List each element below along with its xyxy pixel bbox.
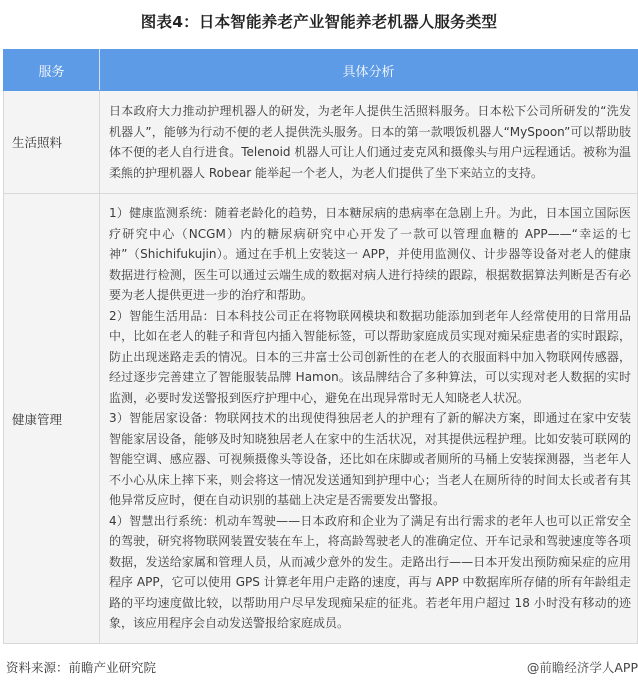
detail-paragraph: 4）智慧出行系统：机动车驾驶——日本政府和企业为了满足有出行需求的老年人也可以正常安全的驾驶，研究将物联网装置安装在车上，将高龄驾驶老人的准确定位、开车记录和驾驶速度等各项数据，发送给家属和管理人员，从而减少意外的发生。走路出行——日本开发出预防痴呆症的应用程序 APP，它可以使用 GPS 计算老年用户走路的速度，再与 APP 中数据库所存储的所有年龄组走路的平均速度做比较，以帮助用户尽早发现痴呆症的征兆。若老年用户超过 18 小时没有移动的迹象，该应用程序会自动发送警报给家庭成员。	[109, 513, 631, 631]
chart-title: 图表4：日本智能养老产业智能养老机器人服务类型	[140, 13, 498, 31]
detail-cell	[100, 194, 638, 644]
detail-paragraph: 日本政府大力推动护理机器人的研发，为老年人提供生活照料服务。日本松下公司所研发的“洗发机器人”，能够为行动不便的老人提供洗头服务。日本的第一款喂饭机器人“MySpoon”可以帮助肢体不便的老人自行进食。Telenoid 机器人可让人们通过麦克风和摄像头与用户远程通话。被称为温柔熊的护理机器人 Robear 能举起一个老人，为老人们提供了坐下来站立的支持。	[109, 104, 631, 180]
credit-note: @前瞻经济学人APP	[526, 660, 638, 675]
service-cell: 健康管理	[4, 194, 100, 644]
header-detail: 具体分析	[100, 50, 638, 91]
header-service: 服务	[4, 50, 100, 91]
table-row	[4, 194, 638, 644]
table-header-row	[4, 50, 638, 91]
table-row	[4, 91, 638, 194]
detail-paragraph: 1）健康监测系统：随着老龄化的趋势，日本糖尿病的患病率在急剧上升。为此，日本国立国际医疗研究中心（NCGM）内的糖尿病研究中心开发了一款可以管理血糖的 APP——“幸运的七神”（Shichifukujin）。通过在手机上安装这一 APP，并使用监测仪、计步器等设备对老人的健康数据进行检测，医生可以通过云端生成的数据对病人进行持续的跟踪，根据数据算法判断是否有必要为老人提供更进一步的治疗和帮助。	[109, 206, 631, 303]
source-note: 资料来源：前瞻产业研究院	[6, 660, 157, 675]
detail-cell	[100, 91, 638, 194]
service-cell: 生活照料	[4, 91, 100, 194]
detail-paragraph: 3）智能居家设备：物联网技术的出现使得独居老人的护理有了新的解决方案，即通过在家中安装智能家居设备，能够及时知晓独居老人在家中的生活状况，对其提供远程护理。比如安装可联网的智能空调、感应器、可视频摄像头等设备，还比如在床脚或者厕所的马桶上安装探测器，当老年人不小心从床上摔下来，则会将这一情况发送通知到护理中心；当老人在厕所待的时间太长或者有其他异常反应时，便在自动识别的基础上决定是否需要发出警报。	[109, 411, 631, 508]
robot-services-table	[3, 49, 638, 644]
detail-paragraph: 2）智能生活用品：日本科技公司正在将物联网模块和数据功能添加到老年人经常使用的日常用品中，比如在老人的鞋子和背包内插入智能标签，可以帮助家庭成员实现对痴呆症患者的实时跟踪，防止出现迷路走丢的情况。日本的三井富士公司创新性的在老人的衣服面料中加入物联网传感器，经过逐步完善建立了智能服装品牌 Hamon。该品牌结合了多种算法，可以实现对老人数据的实时监测，必要时发送警报到医疗护理中心，避免在出现异常时无人知晓老人状况。	[109, 308, 631, 405]
